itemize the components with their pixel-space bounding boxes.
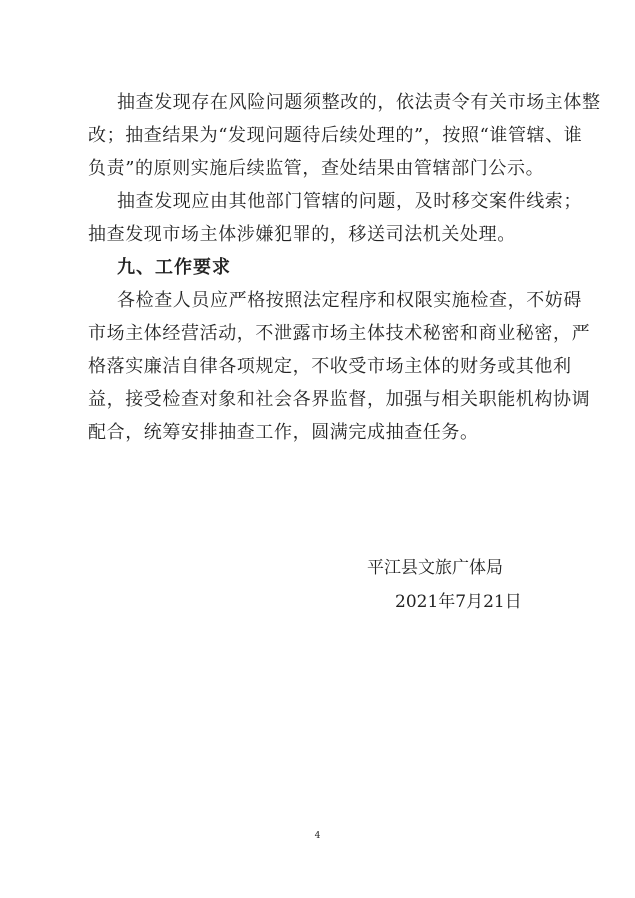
paragraph-1-line-3: 负责”的原则实施后续监管，查处结果由管辖部门公示。	[88, 158, 545, 179]
section-paragraph-line-5: 配合，统筹安排抽查工作，圆满完成抽查任务。	[88, 422, 479, 443]
page-number: 4	[314, 831, 321, 841]
section-paragraph-line-2: 市场主体经营活动，不泄露市场主体技术秘密和商业秘密，严	[88, 323, 591, 344]
paragraph-2-line-1: 抽查发现应由其他部门管辖的问题，及时移交案件线索；	[117, 191, 582, 212]
section-heading: 九、工作要求	[117, 257, 231, 278]
section-paragraph-line-1: 各检查人员应严格按照法定程序和权限实施检查，不妨碍	[117, 290, 582, 311]
section-paragraph-line-3: 格落实廉洁自律各项规定，不收受市场主体的财务或其他利	[88, 356, 572, 377]
section-paragraph-line-4: 益，接受检查对象和社会各界监督，加强与相关职能机构协调	[88, 389, 591, 410]
signature-organization: 平江县文旅广体局	[367, 558, 503, 578]
paragraph-1-line-2: 改；抽查结果为“发现问题待后续处理的”，按照“谁管辖、谁	[88, 125, 583, 146]
paragraph-2-line-2: 抽查发现市场主体涉嫌犯罪的，移送司法机关处理。	[88, 224, 516, 245]
signature-date: 2021年7月21日	[395, 592, 522, 612]
paragraph-1-line-1: 抽查发现存在风险问题须整改的，依法责令有关市场主体整	[117, 92, 601, 113]
